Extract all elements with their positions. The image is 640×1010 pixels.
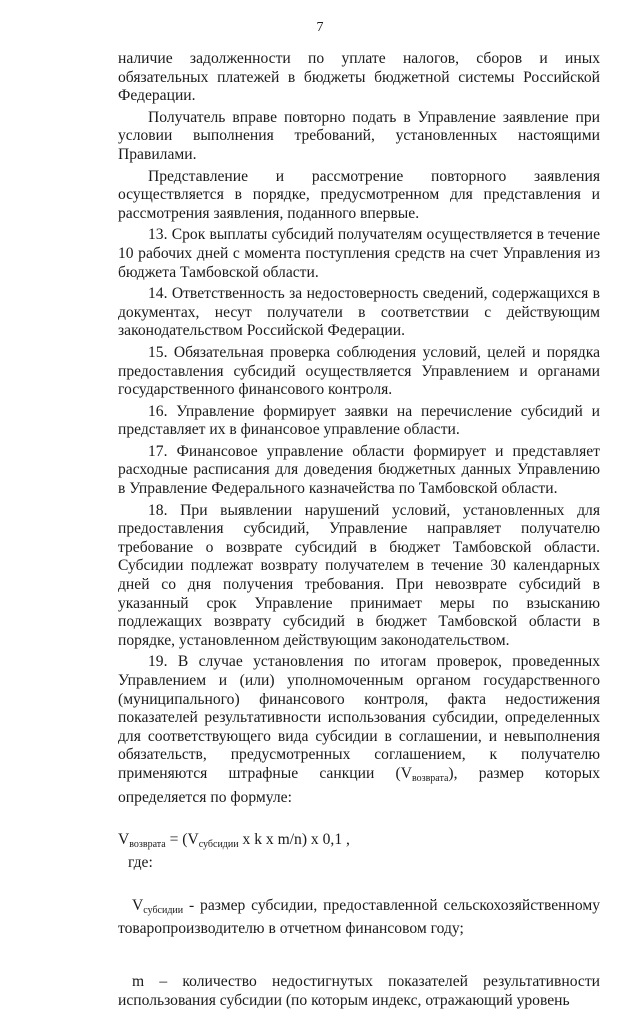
paragraph: наличие задолженности по уплате налогов, сборов и иных обязательных платежей в бюджеты бюджетной системы Российской Федерации. [118, 50, 600, 105]
paragraph-text-tail: ), размер которых определяется по формуле: [118, 764, 600, 806]
definition-symbol-subscript: субсидии [143, 904, 184, 916]
paragraph-item-14: 14. Ответственность за недостоверность сведений, содержащихся в документах, несут получатели в соответствии с действующим законодательством Российской Федерации. [118, 285, 600, 340]
where-label: где: [128, 854, 153, 872]
paragraph-item-15: 15. Обязательная проверка соблюдения условий, целей и порядка предоставления субсидий осуществляется Управлением и органами государственного финансового контроля. [118, 343, 600, 399]
formula-lhs-subscript: возврата [129, 839, 166, 851]
paragraph: Представление и рассмотрение повторного заявления осуществляется в порядке, предусмотренном для представления и рассмотрения заявления, поданного впервые. [118, 167, 600, 222]
page-number: 7 [316, 20, 324, 35]
formula [118, 831, 600, 854]
formula-lhs: V [118, 831, 130, 849]
definition-text: – количество недостигнутых показателей результативности использования субсидии (по которым индекс, отражающий уровень [118, 972, 600, 1009]
paragraph-text: 19. В случае установления по итогам проверок, проведенных Управлением и (или) уполномоченным органом государственного (муниципального) финансового контроля, факта недостижения показателей результативности использования субсидии, определенных для соответствующего вида субсидии в соглашении, и невыполнения обязательств, предусмотренных соглашением, к получателю применяются штрафные санкции (V [118, 653, 600, 782]
formula-rhs-subscript: субсидии [198, 839, 239, 851]
paragraph-item-17: 17. Финансовое управление области формирует и представляет расходные расписания для доведения бюджетных данных Управлению в Управление Федерального казначейства по Тамбовской области. [118, 442, 600, 498]
paragraph-item-18: 18. При выявлении нарушений условий, установленных для предоставления субсидий, Управление направляет получателю требование о возврате субсидий в бюджет Тамбовской области. Субсидии подлежат возврату получателем в течение 30 календарных дней со дня получения требования. При невозврате субсидий в указанный срок Управление принимает меры по взысканию подлежащих возврату субсидий в бюджет Тамбовской области в порядке, установленном действующим законодательством. [118, 501, 600, 649]
definition-symbol: V [132, 896, 144, 914]
paragraph-item-16: 16. Управление формирует заявки на перечисление субсидий и представляет их в финансовое управление области. [118, 402, 600, 439]
document-body [118, 50, 600, 1010]
subscript: возврата [411, 772, 449, 784]
paragraph-item-19 [118, 653, 600, 807]
paragraph-item-13: 13. Срок выплаты субсидий получателям осуществляется в течение 10 рабочих дней с момента поступления средств на счет Управления из бюджета Тамбовской области. [118, 226, 600, 281]
definition-text: - размер субсидии, предоставленной сельскохозяйственному товаропроизводителю в отчетном финансовом году; [118, 896, 600, 938]
definition-v-subsidii [118, 897, 600, 939]
paragraph: Получатель вправе повторно подать в Управление заявление при условии выполнения требований, установленных настоящими Правилами. [118, 108, 600, 163]
formula-eq: = (V [165, 831, 199, 849]
definition-m [118, 973, 600, 1010]
formula-rest: x k x m/n) x 0,1 , [238, 831, 350, 849]
definition-symbol: m [132, 972, 145, 990]
